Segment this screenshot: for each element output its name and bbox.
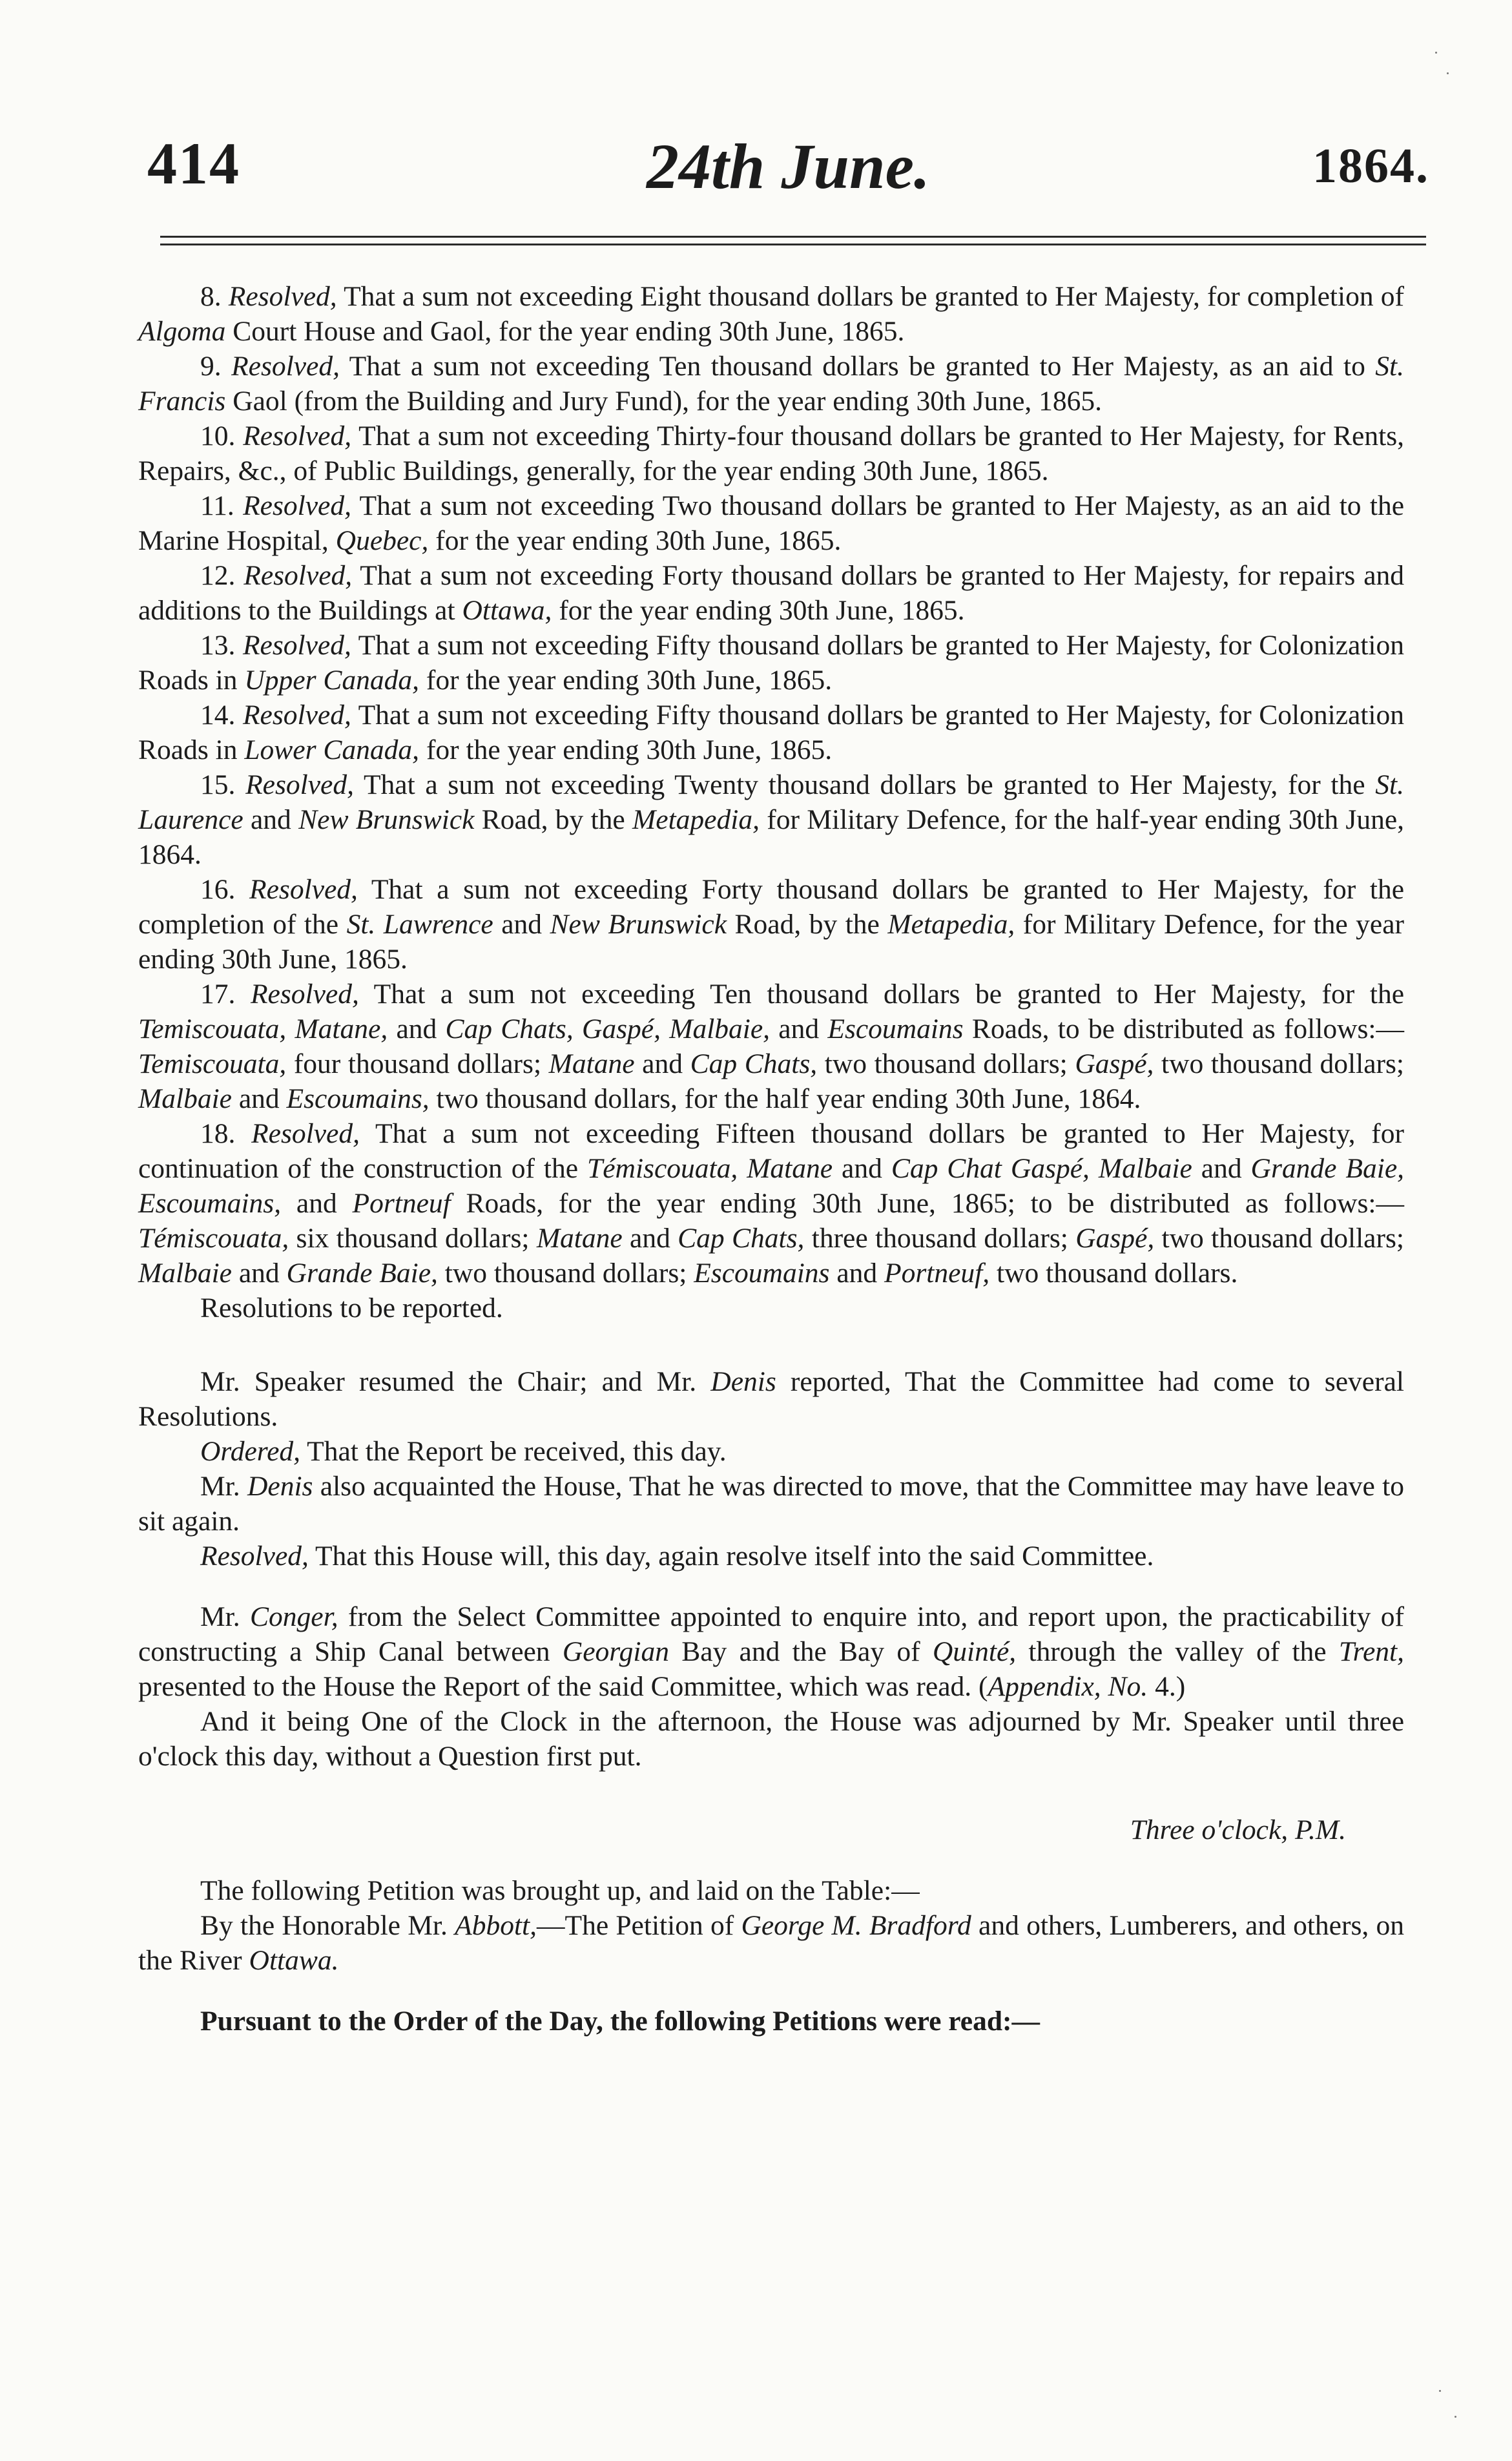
resolved-keyword: Resolved,	[245, 769, 354, 800]
resolutions-list	[138, 279, 1404, 1291]
text-run: reported, That the Committee had come to several Resolutions.	[138, 1366, 1404, 1432]
italic-name: Témiscouata,	[138, 1223, 289, 1254]
italic-name: Escoumains,	[286, 1083, 430, 1114]
resolution-number: 10.	[200, 421, 236, 452]
text-run: for the year ending 30th June, 1865.	[419, 665, 833, 696]
header-rule-top	[160, 236, 1426, 238]
resolution-text: That a sum not exceeding Thirty-four thousand dollars be granted to Her Majesty, for Rents, Repairs, &c., of Public Buildings, generally, for the year ending 30th June, 1865.	[138, 421, 1405, 486]
text-run: Road, by the	[727, 909, 888, 940]
italic-name: Georgian	[562, 1636, 669, 1667]
text-run: two thousand dollars.	[989, 1258, 1238, 1289]
resolved-keyword: Resolved,	[243, 490, 351, 521]
text-run: That a sum not exceeding Eight thousand dollars be granted to Her Majesty, for completion of	[344, 281, 1405, 312]
text-run: Bay and the Bay of	[668, 1636, 933, 1667]
italic-name: Malbaie	[138, 1083, 232, 1114]
resolution-item	[138, 628, 1404, 698]
resolution-number: 13.	[200, 630, 236, 661]
italic-name: Denis	[247, 1471, 313, 1502]
italic-name: Temiscouata, Matane,	[138, 1013, 388, 1044]
resolution-number: 15.	[200, 769, 236, 800]
text-run: through the valley of the	[1016, 1636, 1339, 1667]
resolution-item	[138, 558, 1404, 628]
italic-name: Lower Canada,	[244, 734, 420, 765]
text-run: That a sum not exceeding Two thousand dollars be granted to Her Majesty, as an aid to the Marine Hospital,	[138, 490, 1404, 556]
text-run: and	[622, 1223, 678, 1254]
resolved-keyword: Resolved,	[249, 874, 358, 905]
italic-name: Algoma	[138, 316, 226, 347]
italic-name: Temiscouata,	[138, 1048, 287, 1079]
italic-name: Denis	[710, 1366, 776, 1397]
italic-name: Abbott,	[455, 1910, 537, 1941]
text-run: for the year ending 30th June, 1865.	[428, 525, 842, 556]
text-run: and	[231, 1258, 287, 1289]
text-run: three thousand dollars;	[804, 1223, 1076, 1254]
resolved-keyword: Resolved,	[242, 630, 351, 661]
italic-name: Escoumains	[694, 1258, 830, 1289]
text-run: Mr.	[200, 1471, 247, 1502]
resolved-keyword: Resolved,	[250, 979, 359, 1010]
text-run: That a sum not exceeding Ten thousand dollars be granted to Her Majesty, as an aid to	[349, 351, 1376, 382]
text-run: also acquainted the House, That he was directed to move, that the Committee may have leave to sit again.	[138, 1471, 1404, 1537]
italic-name: St. Lawrence	[346, 909, 493, 940]
resolved-keyword: Resolved,	[243, 421, 352, 452]
page-date: 24th June.	[646, 130, 930, 202]
resolved-keyword: Resolved,	[200, 1541, 309, 1572]
text-run: Gaol (from the Building and Jury Fund), for the year ending 30th June, 1865.	[225, 386, 1103, 417]
resolution-item	[138, 279, 1404, 349]
text-run: 4.)	[1148, 1671, 1186, 1702]
italic-name: Upper Canada,	[244, 665, 420, 696]
resolution-number: 11.	[200, 490, 234, 521]
text-run: for Military Defence, for the year ending 30th June, 1865.	[138, 909, 1404, 975]
text-run: That a sum not exceeding Forty thousand dollars be granted to Her Majesty, for repairs and additions to the Buildings at	[138, 560, 1405, 626]
text-run: Roads, for the year ending 30th June, 1865; to be distributed as follows:—	[450, 1188, 1405, 1219]
resolution-number: 17.	[200, 979, 236, 1010]
text-run: for the year ending 30th June, 1865.	[552, 595, 965, 626]
resolved-keyword: Resolved,	[228, 281, 337, 312]
text-run: and	[231, 1083, 287, 1114]
resolution-item	[138, 872, 1404, 977]
page-number: 414	[147, 130, 240, 196]
resolution-item	[138, 419, 1404, 488]
italic-name: Cap Chats, Gaspé, Malbaie,	[445, 1013, 771, 1044]
italic-name: St. Francis	[138, 351, 1404, 417]
text-run: That a sum not exceeding Twenty thousand dollars be granted to Her Majesty, for the	[363, 769, 1376, 800]
resolution-number: 12.	[200, 560, 236, 591]
text-run: and	[281, 1188, 353, 1219]
text-run: two thousand dollars;	[437, 1258, 694, 1289]
resolution-item	[138, 349, 1404, 419]
text-run: four thousand dollars;	[286, 1048, 549, 1079]
resolution-number: 14.	[200, 700, 236, 731]
text-run: Mr. Speaker resumed the Chair; and Mr.	[200, 1366, 711, 1397]
text-run: and	[388, 1013, 446, 1044]
text-run: two thousand dollars, for the half year ending 30th June, 1864.	[429, 1083, 1141, 1114]
text-run: two thousand dollars;	[1154, 1048, 1405, 1079]
speaker-resumed	[138, 1364, 1404, 1434]
italic-name: Cap Chats,	[678, 1223, 805, 1254]
conger-report	[138, 1599, 1404, 1704]
text-run: and others, Lumberers, and others, on the River	[138, 1910, 1405, 1976]
text-run: and	[770, 1013, 828, 1044]
italic-name: Gaspé,	[1075, 1048, 1154, 1079]
text-run: and	[829, 1258, 885, 1289]
italic-name: Témiscouata, Matane	[587, 1153, 833, 1184]
text-run: Mr.	[200, 1601, 251, 1632]
resolution-number: 8.	[200, 281, 222, 312]
italic-name: Ottawa.	[249, 1945, 339, 1976]
time-marker: Three o'clock, P.M.	[1130, 1814, 1346, 1845]
text-run: That a sum not exceeding Fifty thousand dollars be granted to Her Majesty, for Colonization Roads in	[138, 630, 1405, 696]
italic-name: St. Laurence	[138, 769, 1405, 835]
speck	[1455, 2416, 1456, 2418]
italic-name: Appendix, No.	[988, 1671, 1148, 1702]
italic-name: Matane	[536, 1223, 623, 1254]
speck	[1439, 2390, 1441, 2392]
text-run: and	[1192, 1153, 1251, 1184]
italic-name: Ottawa,	[462, 595, 552, 626]
italic-name: Gaspé,	[1075, 1223, 1155, 1254]
text-run: Road, by the	[474, 804, 633, 835]
petition-intro: The following Petition was brought up, and laid on the Table:—	[200, 1875, 920, 1906]
italic-name: New Brunswick	[550, 909, 727, 940]
text-run: That a sum not exceeding Ten thousand dollars be granted to Her Majesty, for the	[373, 979, 1404, 1010]
ordered-keyword: Ordered,	[200, 1436, 301, 1467]
resolution-number: 9.	[200, 351, 222, 382]
text-run: That a sum not exceeding Forty thousand dollars be granted to Her Majesty, for the completion of the	[138, 874, 1404, 940]
italic-name: New Brunswick	[298, 804, 475, 835]
italic-name: Grande Baie, Escoumains,	[138, 1153, 1404, 1219]
italic-name: Metapedia,	[632, 804, 760, 835]
text-run: That a sum not exceeding Fifty thousand dollars be granted to Her Majesty, for Colonization Roads in	[138, 700, 1405, 765]
italic-name: Quinté,	[932, 1636, 1017, 1667]
text-run: By the Honorable Mr.	[200, 1910, 455, 1941]
italic-name: Cap Chats,	[690, 1048, 818, 1079]
resolution-item	[138, 977, 1404, 1116]
resolved-keyword: Resolved,	[243, 560, 353, 591]
italic-name: Escoumains	[827, 1013, 964, 1044]
text-run: presented to the House the Report of the said Committee, which was read. (	[138, 1671, 988, 1702]
resolution-number: 18.	[200, 1118, 236, 1149]
text-run: Court House and Gaol, for the year ending 30th June, 1865.	[225, 316, 905, 347]
text-run: Roads, to be distributed as follows:—	[963, 1013, 1405, 1044]
journal-body	[138, 279, 1404, 2039]
italic-name: Malbaie	[138, 1258, 232, 1289]
resolved-committee	[138, 1539, 1404, 1573]
italic-name: Matane	[548, 1048, 635, 1079]
resolutions-reported: Resolutions to be reported.	[200, 1293, 503, 1324]
text-run: from the Select Committee appointed to enquire into, and report upon, the practicability of constructing a Ship Canal between	[138, 1601, 1404, 1667]
text-run: six thousand dollars;	[289, 1223, 537, 1254]
house-adjourned: And it being One of the Clock in the afternoon, the House was adjourned by Mr. Speaker until three o'clock this day, without a Question first put.	[138, 1706, 1404, 1772]
ordered-text: That the Report be received, this day.	[307, 1436, 727, 1467]
speck	[1435, 52, 1437, 54]
resolution-item	[138, 488, 1404, 558]
text-run: and	[833, 1153, 891, 1184]
order-of-day: Pursuant to the Order of the Day, the following Petitions were read:—	[200, 2006, 1041, 2037]
resolution-item	[138, 1116, 1404, 1291]
text-run: two thousand dollars;	[817, 1048, 1075, 1079]
resolved-keyword: Resolved,	[231, 351, 340, 382]
text-run: for Military Defence, for the half-year ending 30th June, 1864.	[138, 804, 1405, 870]
resolved-committee-text: That this House will, this day, again resolve itself into the said Committee.	[315, 1541, 1154, 1572]
text-run: and	[243, 804, 299, 835]
italic-name: Portneuf,	[884, 1258, 990, 1289]
resolved-keyword: Resolved,	[251, 1118, 360, 1149]
text-run: —The Petition of	[537, 1910, 741, 1941]
italic-name: George M. Bradford	[741, 1910, 971, 1941]
petition-abbott	[138, 1908, 1404, 1978]
italic-name: Cap Chat Gaspé, Malbaie	[891, 1153, 1192, 1184]
resolution-number: 16.	[200, 874, 236, 905]
text-run: That a sum not exceeding Fifteen thousand dollars be granted to Her Majesty, for continuation of the construction of the	[138, 1118, 1405, 1184]
italic-name: Quebec,	[335, 525, 429, 556]
denis-leave	[138, 1469, 1404, 1539]
italic-name: Grande Baie,	[286, 1258, 438, 1289]
italic-name: Portneuf	[352, 1188, 451, 1219]
italic-name: Metapedia,	[887, 909, 1015, 940]
italic-name: Conger,	[250, 1601, 338, 1632]
ordered-report	[138, 1434, 1404, 1469]
text-run: two thousand dollars;	[1154, 1223, 1404, 1254]
page-header	[147, 129, 1429, 200]
header-rule-bottom	[160, 244, 1426, 245]
page-year: 1864.	[1312, 139, 1429, 193]
resolution-item	[138, 767, 1404, 872]
speck	[1447, 72, 1449, 74]
resolution-item	[138, 698, 1404, 767]
text-run: and	[634, 1048, 690, 1079]
text-run: and	[493, 909, 550, 940]
resolved-keyword: Resolved,	[242, 700, 351, 731]
text-run: for the year ending 30th June, 1865.	[419, 734, 833, 765]
italic-name: Trent,	[1338, 1636, 1404, 1667]
